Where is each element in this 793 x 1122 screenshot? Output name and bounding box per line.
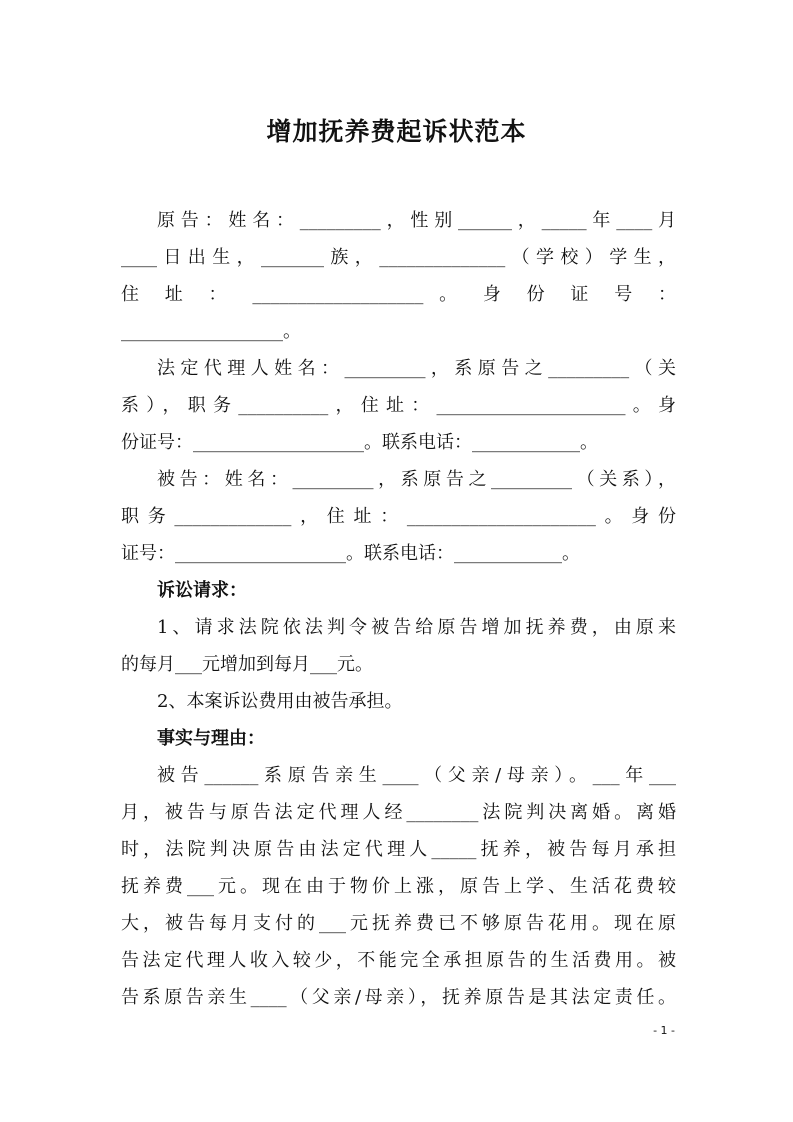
agent-line-1: 法定代理人姓名：_________，系原告之_________（关 [157,358,676,379]
facts-line-4: 抚养费___元。现在由于物价上涨，原告上学、生活花费较 [121,876,676,897]
claim-1-line-2: 的每月___元增加到每月___元。 [121,654,373,675]
facts-line-6: 告法定代理人收入较少，不能完全承担原告的生活费用。被 [121,950,676,971]
claims-heading: 诉讼请求： [157,580,247,601]
claim-2: 2、本案诉讼费用由被告承担。 [157,691,403,712]
page-number: - 1 - [653,1024,675,1037]
agent-line-2: 系），职务__________，住址：_____________________。身 [121,395,676,416]
plaintiff-line-2: ____日出生，_______族，______________（学校）学生， [121,247,676,268]
agent-line-3: 份证号：___________________。联系电话：____________。 [121,432,598,453]
facts-line-7: 告系原告亲生____（父亲/母亲），抚养原告是其法定责任。 [121,987,676,1008]
plaintiff-line-1: 原告：姓名：_________，性别______，_____年____月 [157,210,676,231]
facts-line-2: 月，被告与原告法定代理人经________法院判决离婚。离婚 [121,802,676,823]
plaintiff-line-4: __________________。 [121,321,301,342]
defendant-line-2: 职务_____________，住址：_____________________。身份 [121,506,676,527]
document-body [121,202,676,1016]
facts-heading: 事实与理由： [157,728,265,749]
facts-line-3: 时，法院判决原告由法定代理人_____抚养，被告每月承担 [121,839,676,860]
claim-1-line-1: 1、请求法院依法判令被告给原告增加抚养费，由原来 [157,617,676,638]
plaintiff-line-3: 住 址 ： ___________________ 。 身 份 证 号 ： [121,284,676,305]
defendant-line-3: 证号：___________________。联系电话：____________。 [121,543,580,564]
facts-line-1: 被告______系原告亲生____（父亲/母亲）。___年___ [157,765,676,786]
facts-line-5: 大，被告每月支付的___元抚养费已不够原告花用。现在原 [121,913,676,934]
document-title: 增加抚养费起诉状范本 [266,117,527,146]
defendant-line-1: 被告：姓名：_________，系原告之_________（关系）， [157,469,676,490]
